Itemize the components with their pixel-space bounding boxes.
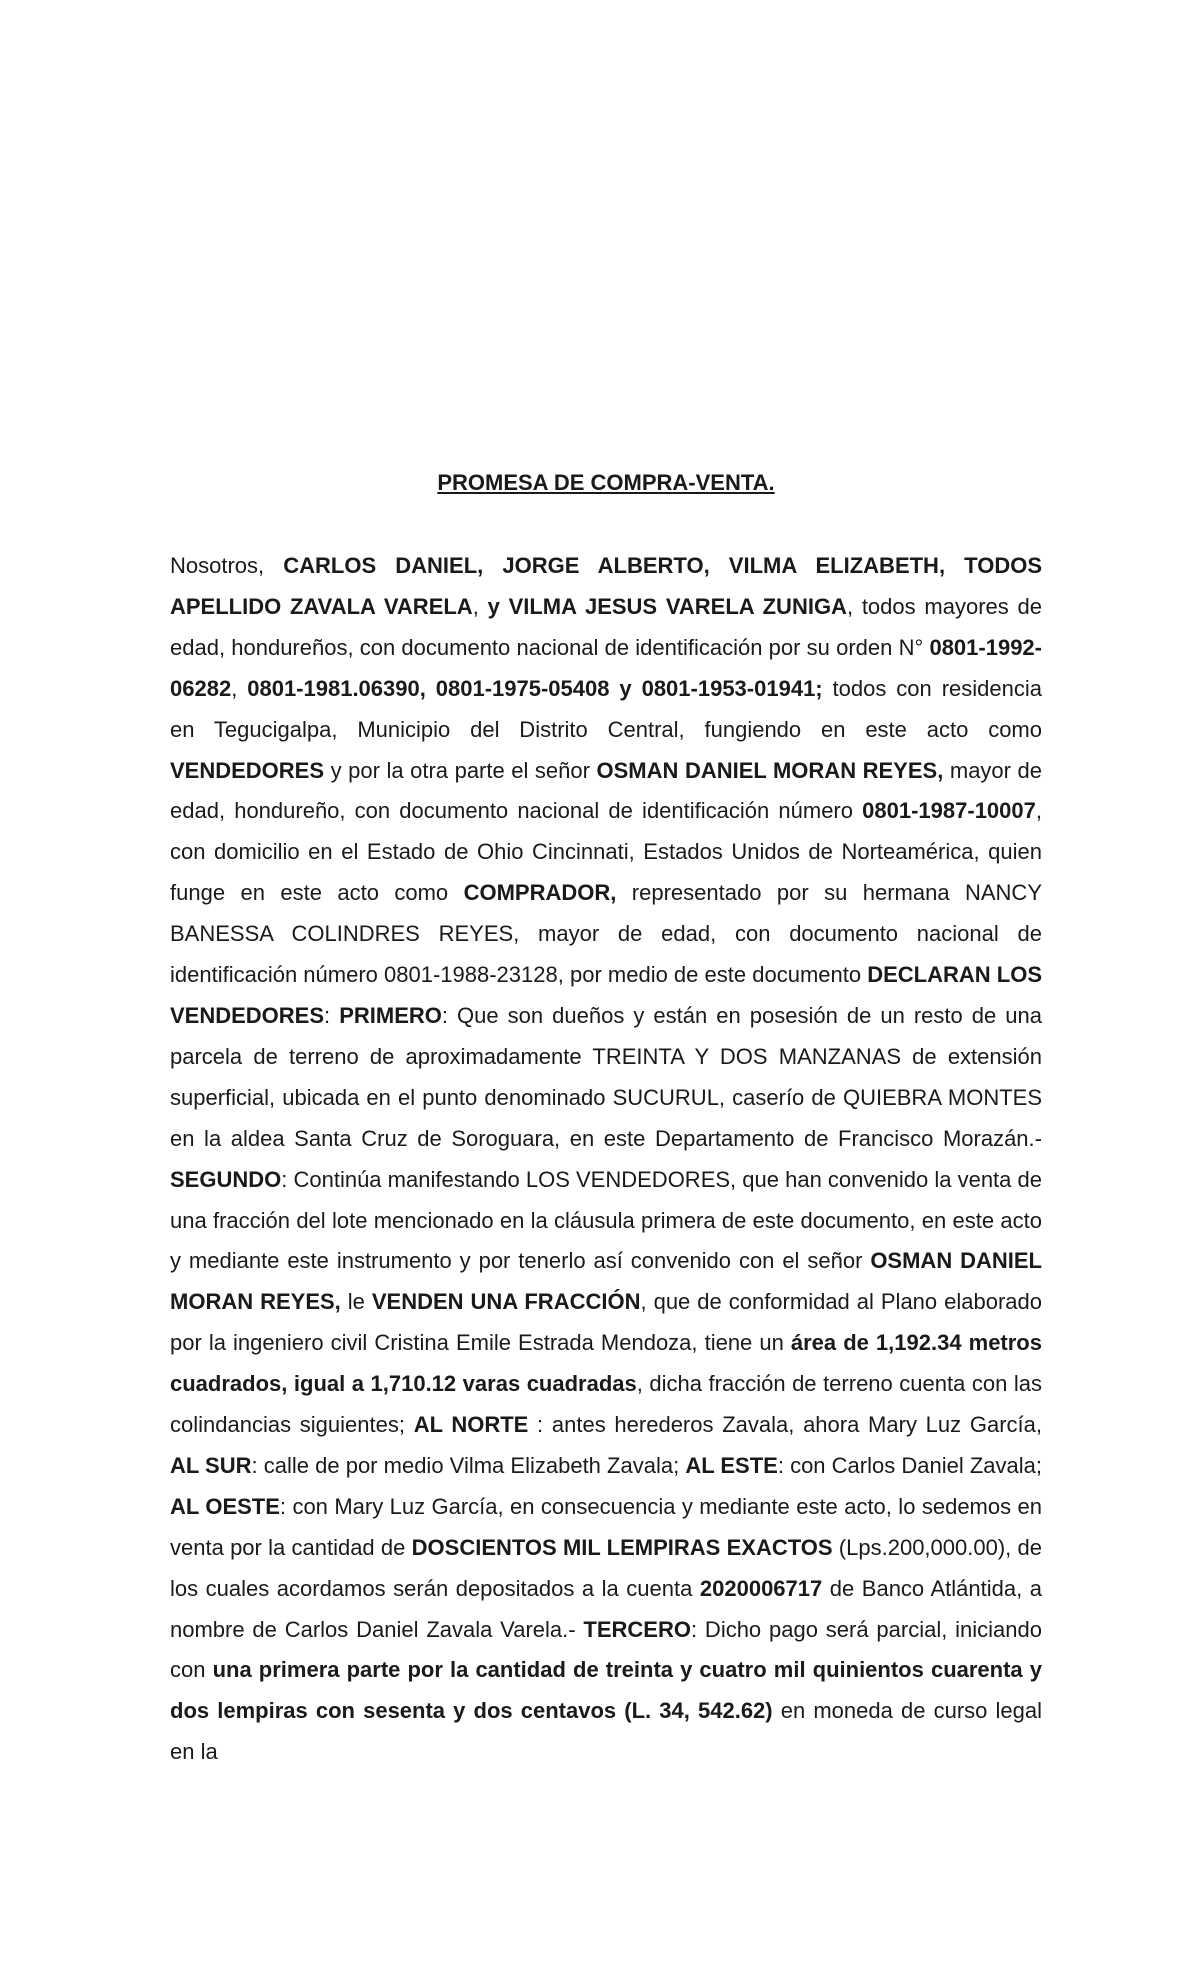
text-segment: , todos mayores de edad, hondureños, con documento nacional de identificación por su orden N° — [170, 593, 1042, 660]
document-page — [170, 470, 1042, 1773]
bold-text-segment: VENDEDORES — [170, 757, 325, 783]
text-segment: : — [324, 1002, 340, 1028]
bold-text-segment: 0801-1981.06390, 0801-1975-05408 y 0801-1953-01941; — [247, 675, 823, 701]
bold-text-segment: AL NORTE — [413, 1412, 529, 1438]
bold-text-segment: 0801-1992-06282 — [170, 634, 1042, 701]
text-segment: , — [472, 593, 488, 619]
text-segment: (Lps.200,000.00), de los cuales acordamos serán depositados a la cuenta — [170, 1534, 1042, 1601]
document-title: PROMESA DE COMPRA-VENTA. — [437, 470, 775, 495]
bold-text-segment: DECLARAN LOS VENDEDORES — [170, 962, 1043, 1028]
bold-text-segment: AL OESTE — [170, 1493, 280, 1519]
document-body — [170, 546, 1042, 1773]
text-segment: en moneda de curso legal en la — [170, 1698, 1042, 1765]
bold-text-segment: área de 1,192.34 metros cuadrados, igual a 1,710.12 varas cuadradas — [170, 1330, 1042, 1397]
bold-text-segment: AL SUR — [170, 1452, 252, 1478]
bold-text-segment: TERCERO — [583, 1616, 691, 1642]
text-segment: : con Mary Luz García, en consecuencia y mediante este acto, lo sedemos en venta por la cantidad de — [170, 1493, 1042, 1560]
text-segment: , con domicilio en el Estado de Ohio Cincinnati, Estados Unidos de Norteamérica, quien funge en este acto como — [170, 798, 1042, 906]
text-segment: todos con residencia en Tegucigalpa, Municipio del Distrito Central, fungiendo en este acto como — [170, 675, 1042, 742]
bold-text-segment: OSMAN DANIEL MORAN REYES, — [596, 757, 944, 783]
bold-text-segment: COMPRADOR, — [463, 880, 617, 906]
text-segment: le — [340, 1289, 372, 1315]
bold-text-segment: una primera parte por la cantidad de treinta y cuatro mil quinientos cuarenta y dos lempiras con sesenta y dos centavos (L. 34, 542.62) — [170, 1657, 1042, 1724]
bold-text-segment: PRIMERO — [339, 1002, 442, 1028]
bold-text-segment: SEGUNDO — [170, 1166, 282, 1192]
text-segment: : con Carlos Daniel Zavala; — [777, 1452, 1042, 1478]
text-segment: , — [231, 675, 248, 701]
bold-text-segment: OSMAN DANIEL MORAN REYES, — [170, 1248, 1042, 1315]
text-segment: , dicha fracción de terreno cuenta con las colindancias siguientes; — [170, 1371, 1042, 1438]
bold-text-segment: AL ESTE — [685, 1452, 778, 1478]
text-segment: : calle de por medio Vilma Elizabeth Zavala; — [251, 1452, 686, 1478]
text-segment: , que de conformidad al Plano elaborado por la ingeniero civil Cristina Emile Estrada Mendoza, tiene un — [170, 1289, 1042, 1356]
text-segment: Nosotros, — [170, 553, 284, 578]
bold-text-segment: VENDEN UNA FRACCIÓN — [371, 1289, 641, 1315]
text-segment: y por la otra parte el señor — [324, 757, 597, 783]
text-segment: : Dicho pago será parcial, iniciando con — [170, 1616, 1042, 1683]
bold-text-segment: y VILMA JESUS VARELA ZUNIGA — [487, 593, 847, 619]
bold-text-segment: CARLOS DANIEL, JORGE ALBERTO, VILMA ELIZABETH, TODOS APELLIDO ZAVALA VARELA — [170, 553, 1042, 619]
text-segment: : Que son dueños y están en posesión de un resto de una parcela de terreno de aproximadamente TREINTA Y DOS MANZANAS de extensión superficial, ubicada en el punto denominado SUCURUL, caserío de QUIEBRA MONTES en la aldea Santa Cruz de Soroguara, en este Departamento de Francisco Morazán.- — [170, 1002, 1042, 1151]
text-segment: : Continúa manifestando LOS VENDEDORES, que han convenido la venta de una fracción del lote mencionado en la cláusula primera de este documento, en este acto y mediante este instrumento y por tenerlo así convenido con el señor — [170, 1166, 1042, 1274]
text-segment: : antes herederos Zavala, ahora Mary Luz García, — [528, 1412, 1042, 1438]
text-segment: representado por su hermana NANCY BANESSA COLINDRES REYES, mayor de edad, con documento nacional de identificación número 0801-1988-23128, por medio de este documento — [170, 880, 1042, 988]
bold-text-segment: 2020006717 — [699, 1575, 823, 1601]
bold-text-segment: DOSCIENTOS MIL LEMPIRAS EXACTOS — [411, 1534, 833, 1560]
bold-text-segment: 0801-1987-10007 — [862, 798, 1036, 824]
text-segment: mayor de edad, hondureño, con documento nacional de identificación número — [170, 757, 1043, 824]
text-segment: de Banco Atlántida, a nombre de Carlos Daniel Zavala Varela.- — [170, 1575, 1042, 1642]
